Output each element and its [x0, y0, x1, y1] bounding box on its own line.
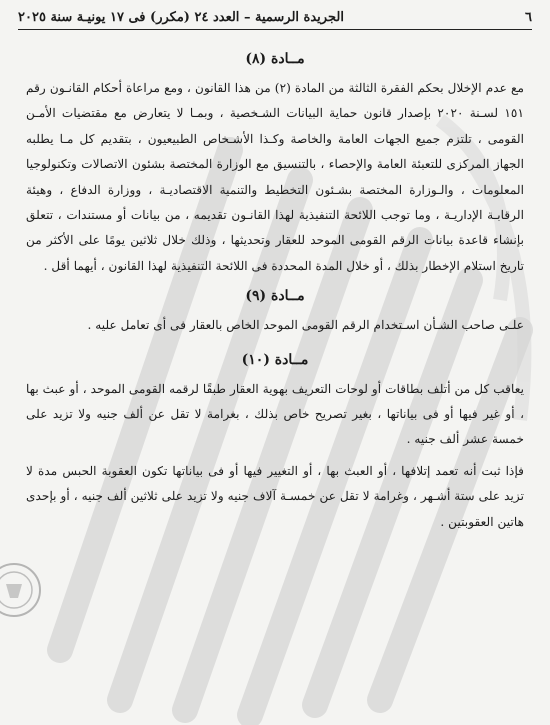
- article-8: [26, 48, 524, 279]
- article-paragraph: فإذا ثبت أنه تعمد إتلافها ، أو العبث بها ، أو التغيير فيها أو فى بياناتها تكون العقوبة الحبس مدة لا تزيد على ستة أشـهر ، وغرامة لا تقل عن خمسـة آلاف جنيه ولا تزيد على ثلاثين ألف جنيه ، أو بإحدى هاتين العقوبتين .: [26, 463, 524, 529]
- article-paragraph: مع عدم الإخلال بحكم الفقرة الثالثة من المادة (٢) من هذا القانون ، ومع مراعاة أحكام القانـون رقم ١٥١ لسـنة ٢٠٢٠ بإصدار قانون حماية البيانات الشـخصية ، وبمـا لا يتعارض مع مقتضيات الأمـن القومى ، تلتزم جميع الجهات العامة والخاصة وكـذا الأشـخاص الطبيعيون ، بتقديم كل مـا يطلبه الجهاز المركزى للتعبئة العامة والإحصاء ، بالتنسيق مع الوزارة المختصة بشئون الاتصالات وتكنولوجيا المعلومات ، والـوزارة المختصة بشـئون التخطيط والتنمية الاقتصاديـة ، ووزارة الدفاع ، وهيئة الرقابـة الإداريـة ، وما توجب اللائحة التنفيذية لهذا القانـون تقديمه ، من بيانات أو مستندات ، تتعلق بإنشاء قاعدة بيانات الرقم القومى الموحد للعقار وتحديثها ، وذلك خلال ثلاثين يومًا على الأكثر من تاريخ استلام الإخطار بذلك ، أو خلال المدة المحددة فى اللائحة التنفيذية لهذا القانون ، أيهما أقل .: [26, 81, 524, 273]
- article-9: [26, 285, 524, 338]
- article-title: مــادة (٨): [245, 51, 305, 67]
- page-header: [18, 6, 532, 28]
- article-10: [26, 349, 524, 535]
- page-number: ٦: [525, 9, 532, 25]
- article-paragraph: علـى صاحب الشـأن اسـتخدام الرقم القومى الموحد الخاص بالعقار فى أى تعامل عليه .: [87, 318, 524, 333]
- article-paragraph: يعاقب كل من أتلف بطاقات أو لوحات التعريف بهوية العقار طبقًا لرقمه القومى الموحد ، أو عبث بها ، أو غير فيها أو فى بياناتها ، بغير تصريح خاص بذلك ، بغرامة لا تقل عن ألف جنيه ولا تزيد على خمسة عشر ألف جنيه .: [26, 381, 524, 447]
- article-title: مــادة (٩): [245, 288, 305, 305]
- header-divider: [18, 29, 532, 30]
- publication-line: الجريدة الرسمية – العدد ٢٤ (مكرر) فى ١٧ يونيـة سنة ٢٠٢٥: [18, 9, 344, 25]
- page-body: [26, 48, 524, 535]
- article-title: مــادة (١٠): [241, 351, 309, 368]
- official-seal-icon: [0, 540, 42, 640]
